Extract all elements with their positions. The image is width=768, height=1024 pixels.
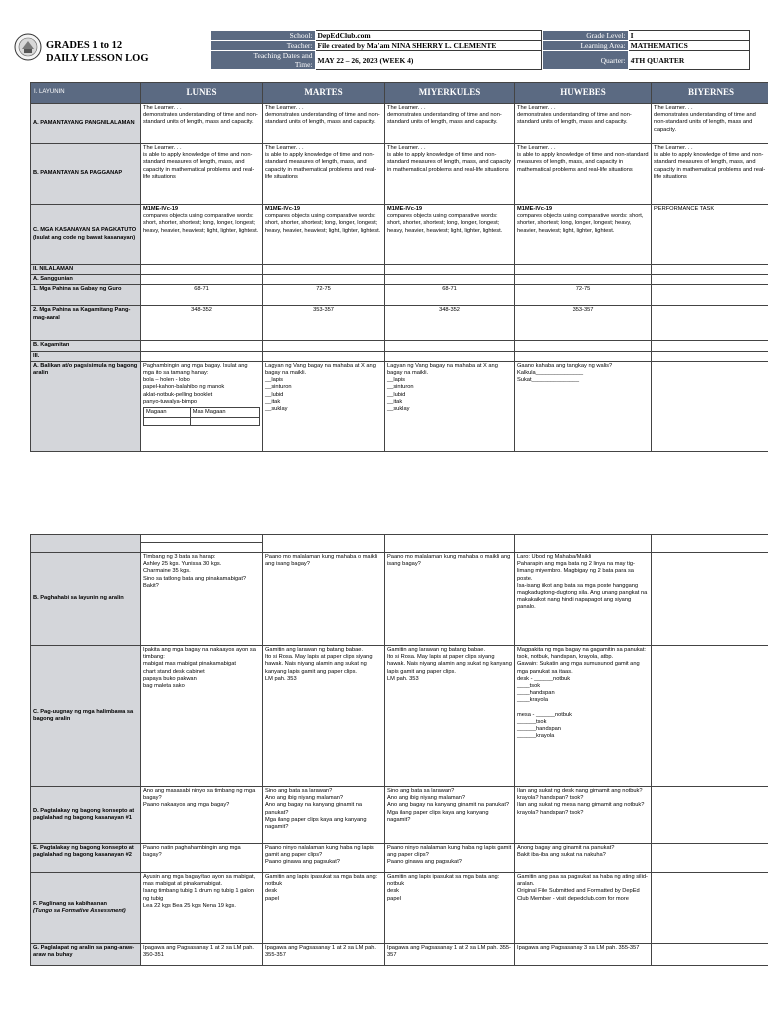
mastery-mon: Ayusin ang mga bagay/tao ayon sa mabigat, mas mabigat at pinakamabigat. Isang timbang tubig 1 drum ng tubig 1 galon ng tubig Lea 22 kgs Bea 25 kgs Nena 19 kgs. [141,873,263,944]
discussion2-row [31,844,768,873]
learner-material-row [31,306,768,341]
school-value: DepEdClub.com [315,31,542,41]
nilalaman-row [31,265,768,275]
examples-mon: Ipakita ang mga bagay na nakaayos ayon sa timbang: mabigat mas mabigat pinakamabigat chart stand desk cabinet papaya buko pakwan bag maleta sako [141,646,263,787]
grade-info-table [542,30,750,70]
teacher-value: File created by Ma'am NINA SHERRY L. CLEMENTE [315,41,542,51]
day-header-monday: LUNES [141,83,263,104]
application-row [31,944,768,966]
purpose-mon: Timbang ng 3 bata sa harap: Ashley 25 kgs. Yunissa 30 kgs. Charmaine 35 kgs. Sino sa tatlong bata ang pinakamabigat? Bakit? [141,553,263,646]
learner-material-tue: 353-357 [263,306,385,341]
content-standard-fri: The Learner. . . demonstrates understanding of time and non-standard units of length, mass and capacity. [652,104,768,144]
magaan-table [143,407,260,426]
discussion1-row [31,787,768,844]
balik-row [31,361,768,451]
competency-label: C. MGA KASANAYAN SA PAGKATUTO (Isulat ang code ng bawat kasanayan) [31,205,141,265]
discussion1-thu: Ilan ang sukat ng desk nang gimamit ang notbuk? krayola? handspan? tsok? Ilan ang sukat ng mesa nang gimamit ang notbuk? krayola? handspan? tsok? [515,787,652,844]
day-header-thursday: HUWEBES [515,83,652,104]
teacher-guide-row [31,285,768,306]
school-label: School: [211,31,316,41]
application-tue: Ipagawa ang Pagsasanay 1 at 2 sa LM pah. 355-357 [263,944,385,966]
purpose-thu: Laro: Ubod ng Mahaba/Maikli Paharapin ang mga bata ng 2 linya na may tig-limang miyembro. Magbigay ng 2 bata para sa poste. Isa-isang iikot ang bata sa mga poste hanggang magkadugtong-dugtong sila. Ang unang pangkat na makakaikot nang hindi napapagot ang siyang panalo. [515,553,652,646]
grade-label: Grade Level: [543,31,629,41]
competency-wed [385,205,515,265]
dates-label-line2: Time: [294,60,313,69]
teacher-guide-thu: 72-75 [515,285,652,306]
competency-code-thu: M1ME-IVc-19 [517,206,553,212]
area-value: MATHEMATICS [628,41,749,51]
dates-label-line1: Teaching Dates and [253,51,313,60]
content-standard-thu: The Learner. . . demonstrates understanding of time and non-standard units of length, mass and capacity. [515,104,652,144]
discussion1-label: D. Pagtalakay ng bagong konsepto at paglalahad ng bagong kasanayan #1 [31,787,141,844]
day-header-wednesday: MIYERKULES [385,83,515,104]
day-header-tuesday: MARTES [263,83,385,104]
competency-code-mon: M1ME-IVc-19 [143,206,179,212]
mastery-tue: Gamitin ang lapis ipasukat sa mga bata ang: notbuk desk papel [263,873,385,944]
performance-standard-row [31,144,768,205]
dates-label [211,51,316,70]
competency-thu [515,205,652,265]
mas-magaan-col-header: Mas Magaan [190,408,259,418]
performance-standard-fri: The Learner. . . is able to apply knowledge of time and non-standard measures of length, mass, and capacity in mathematical problems and real-life situations [652,144,768,205]
content-standard-mon: The Learner. . . demonstrates understanding of time and non-standard units of length, mass and capacity. [141,104,263,144]
magaan-col-header: Magaan [144,408,191,418]
discussion1-mon: Ano ang masasabi ninyo sa timbang ng mga bagay? Paano nakaayos ang mga bagay? [141,787,263,844]
examples-thu: Magpakita ng mga bagay na gagamitin sa panukat: tsok, notbuk, handspan, krayola, atbp. Gawain: Sukatin ang mga sumusunod gamit ang mga panukat sa itaas. desk - ______notbuk ____tsok ____handspan ____krayola mesa - ______notbuk ______tsok ______handspan ______krayola [515,646,652,787]
performance-standard-label: B. PAMANTAYAN SA PAGGANAP [31,144,141,205]
discussion2-tue: Paano ninyo nalalaman kung haba ng lapis gamit ang paper clips? Paano ginawa ang pagsukat? [263,844,385,873]
discussion2-mon: Paano natin paghahambingin ang mga bagay? [141,844,263,873]
sanggunian-label: A. Sanggunian [31,275,141,285]
balik-label: A. Balikan at/o pagsisimula ng bagong aralin [31,361,141,451]
school-info-table [210,30,542,70]
competency-code-tue: M1ME-IVc-19 [265,206,301,212]
application-thu: Ipagawa ang Pagsasanay 3 sa LM pah. 355-357 [515,944,652,966]
competency-text-tue: compares objects using comparative words: short, shorter, shortest; long, longer, longest; heavy, heavier, heaviest; light, lighter, lightest. [265,213,381,234]
mastery-thu: Gamitin ang paa sa pagsukat sa haba ng ating silid-aralan. Original File Submitted and Formatted by DepEd Club Member - visit depedclub.com for more [515,873,652,944]
discussion1-tue: Sino ang bata sa larawan? Ano ang ibig niyang malaman? Ano ang bagay na kanyang ginamit na panukat? Mga ilang paper clips kaya ang kanyang nagamit? [263,787,385,844]
balik-wed: Lagyan ng Vang bagay na mahaba at X ang bagay na maikli. __lapis __sinturon __lubid __itak __suklay [385,361,515,451]
purpose-tue: Paano mo malalaman kung mahaba o maikli ang isang bagay? [263,553,385,646]
day-header-friday: BIYERNES [652,83,768,104]
mastery-label-line1: F. Paglinang sa kabihasnan [33,900,107,907]
kagamitan-label: B. Kagamitan [31,341,141,351]
teacher-guide-tue: 72-75 [263,285,385,306]
iii-row [31,351,768,361]
dates-value: MAY 22 – 26, 2023 (WEEK 4) [315,51,542,70]
quarter-label: Quarter: [543,51,629,70]
balik-tue: Lagyan ng Vang bagay na mahaba at X ang bagay na maikli. __lapis __sinturon __lubid __itak __suklay [263,361,385,451]
content-standard-row [31,104,768,144]
teacher-guide-wed: 68-71 [385,285,515,306]
iii-label: III. [31,351,141,361]
area-label: Learning Area: [543,41,629,51]
competency-row [31,205,768,265]
lesson-table-page1 [30,82,768,452]
grade-value: I [628,31,749,41]
performance-standard-tue: The Learner. . . is able to apply knowledge of time and non-standard measures of length, mass, and capacity in mathematical problems and real-life situations [263,144,385,205]
mastery-label [31,873,141,944]
teacher-guide-label: 1. Mga Pahina sa Gabay ng Guro [31,285,141,306]
nilalaman-label: II. NILALAMAN [31,265,141,275]
learner-material-thu: 353-357 [515,306,652,341]
mastery-label-line2: (Tungo sa Formative Assessment) [33,908,126,914]
balik-mon [141,361,263,451]
purpose-wed: Paano mo malalaman kung mahaba o maikli ang isang bagay? [385,553,515,646]
quarter-value: 4TH QUARTER [628,51,749,70]
deped-seal-logo [14,33,42,61]
discussion2-label: E. Pagtalakay ng bagong konsepto at paglalahad ng bagong kasanayan #2 [31,844,141,873]
competency-tue [263,205,385,265]
discussion2-wed: Paano ninyo nalalaman kung haba ng lapis gamit ang paper clips? Paano ginawa ang pagsukat? [385,844,515,873]
content-standard-label: A. PAMANTAYANG PANGNILALAMAN [31,104,141,144]
examples-tue: Gamitin ang larawan ng batang babae. Ito si Rosa. May lapis at paper clips siyang hawak. Nais niyang alamin ang sukat ng kanyang lapis gamit ang paper clips. LM pah. 353 [263,646,385,787]
content-standard-tue: The Learner. . . demonstrates understanding of time and non-standard units of length, mass and capacity. [263,104,385,144]
performance-standard-wed: The Learner. . . is able to apply knowledge of time and non-standard measures of length, mass, and capacity in mathematical problems and real-life situations [385,144,515,205]
application-label: G. Paglalapat ng aralin sa pang-araw-araw na buhay [31,944,141,966]
examples-label: C. Pag-uugnay ng mga halimbawa sa bagong aralin [31,646,141,787]
balik-mon-text: Paghambingin ang mga bagay. Isulat ang mga ito sa tamang hanay: bola – holen - lobo papel-kahon-balahibo ng manok aklat-notbuk-pelling booklet panyo-tuwalya-bimpo [143,362,248,405]
examples-row [31,646,768,787]
competency-text-wed: compares objects using comparative words: short, shorter, shortest; long, longer, longest; heavy, heavier, heaviest; light, lighter, lightest. [387,213,503,234]
page2-blank-row [31,535,768,553]
discussion1-wed: Sino ang bata sa larawan? Ano ang ibig niyang malaman? Ano ang bagay na kanyang ginamit na panukat? Mga ilang paper clips kaya ang kanyang nagamit? [385,787,515,844]
day-header-row [31,83,768,104]
competency-text-mon: compares objects using comparative words: short, shorter, shortest; long, longer, longest; heavy, heavier, heaviest; light, lighter, lightest. [143,213,259,234]
competency-text-thu: compares objects using comparative words: short, shorter, shortest; long, longer, longest; heavy, heavier, heaviest; light, lighter, lightest. [517,213,644,234]
discussion2-thu: Anong bagay ang ginamit na panukat? Bakit iba-iba ang sukat na nakuha? [515,844,652,873]
form-title-line2: DAILY LESSON LOG [46,53,149,64]
form-title-line1: GRADES 1 to 12 [46,40,123,51]
performance-standard-thu: The Learner. . . is able to apply knowledge of time and non-standard measures of length, mass, and capacity in mathematical problems and real-life situations [515,144,652,205]
layunin-header: I. LAYUNIN [31,83,141,104]
balik-thu: Gaano kahaba ang tangkay ng walis? Kalkula_______________ Sukat_______________ [515,361,652,451]
performance-standard-mon: The Learner. . . is able to apply knowledge of time and non-standard measures of length, mass, and capacity in mathematical problems and real-life situations [141,144,263,205]
learner-material-wed: 348-352 [385,306,515,341]
application-wed: Ipagawa ang Pagsasanay 1 at 2 sa LM pah. 355-357 [385,944,515,966]
examples-wed: Gamitin ang larawan ng batang babae. Ito si Rosa. May lapis at paper clips siyang hawak. Nais niyang alamin ang sukat ng kanyang lapis gamit ang paper clips. LM pah. 353 [385,646,515,787]
mastery-row [31,873,768,944]
purpose-label: B. Paghahabi sa layunin ng aralin [31,553,141,646]
competency-fri: PERFORMANCE TASK [652,205,768,265]
application-mon: Ipagawa ang Pagsasanay 1 at 2 sa LM pah. 350-351 [141,944,263,966]
lesson-table-page2 [30,534,768,966]
competency-mon [141,205,263,265]
kagamitan-row [31,341,768,351]
teacher-label: Teacher: [211,41,316,51]
sanggunian-row [31,275,768,285]
competency-code-wed: M1ME-IVc-19 [387,206,423,212]
learner-material-label: 2. Mga Pahina sa Kagamitang Pang-mag-aaral [31,306,141,341]
teacher-guide-mon: 68-71 [141,285,263,306]
purpose-row [31,553,768,646]
mastery-wed: Gamitin ang lapis ipasukat sa mga bata ang: notbuk desk papel [385,873,515,944]
content-standard-wed: The Learner. . . demonstrates understanding of time and non-standard units of length, mass and capacity. [385,104,515,144]
learner-material-mon: 348-352 [141,306,263,341]
form-title [46,39,149,65]
